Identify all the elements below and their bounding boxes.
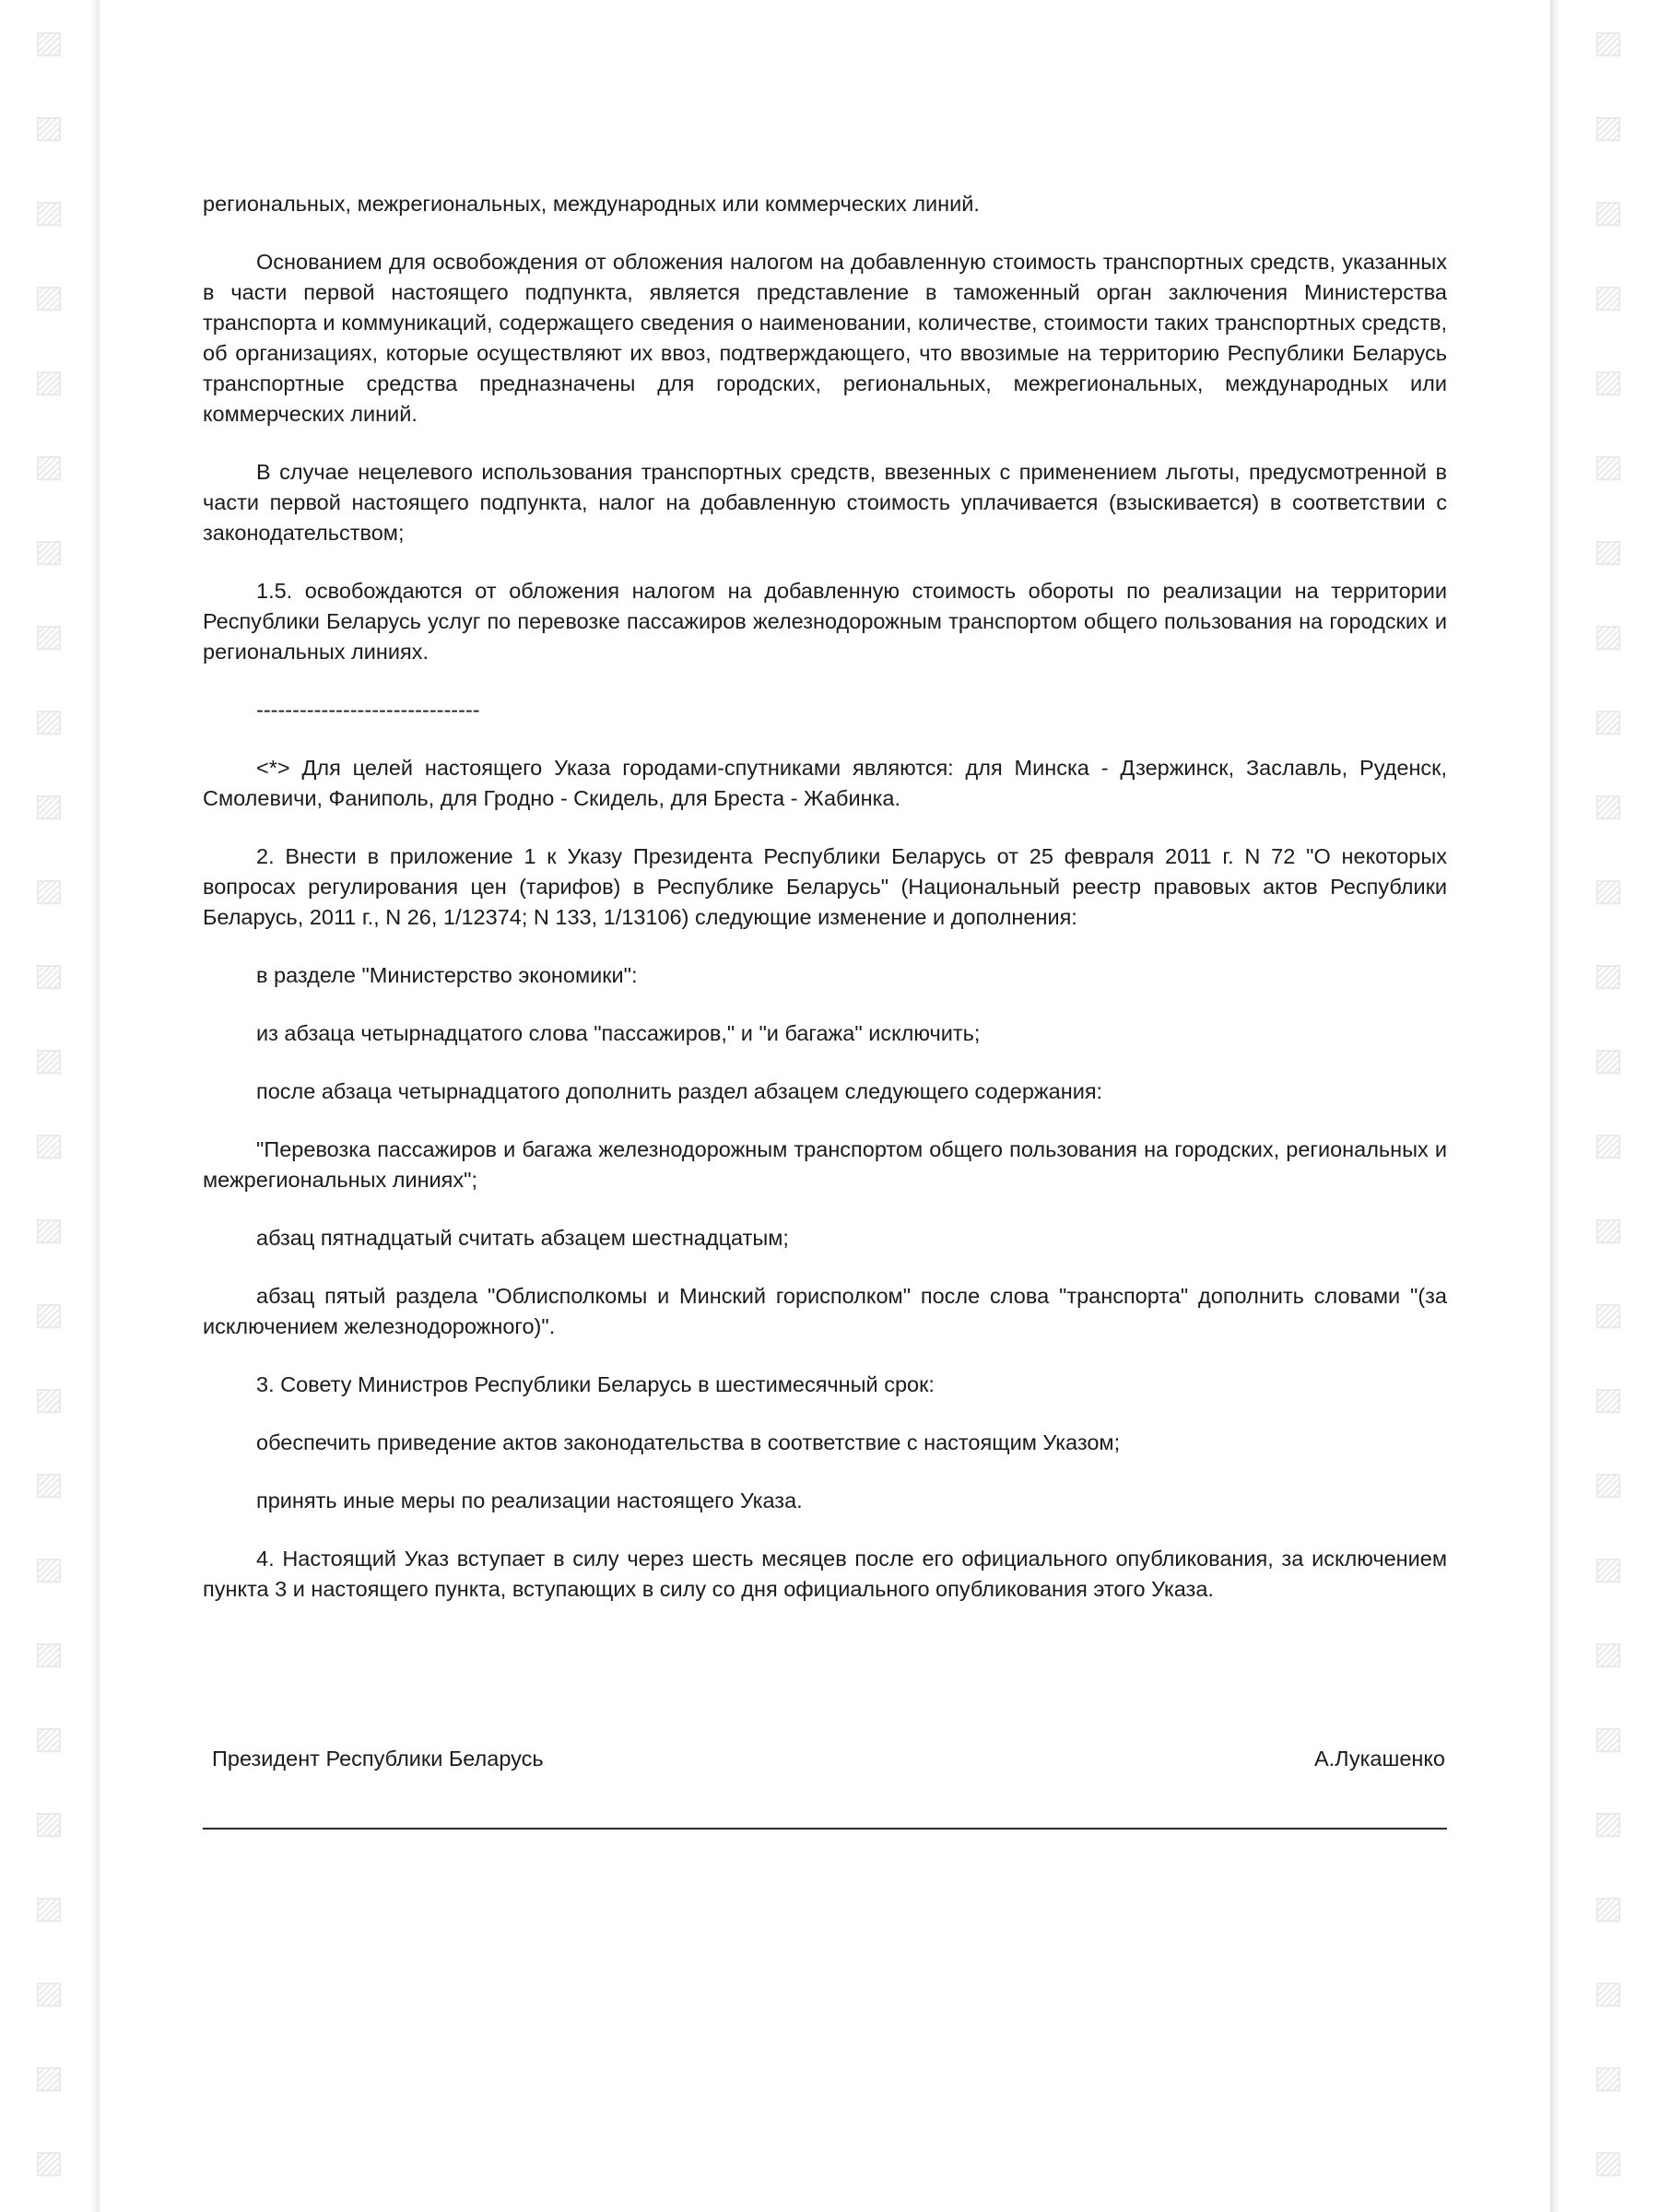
watermark-glyph: ▨ (33, 1551, 66, 1586)
signature-block (203, 1747, 1447, 1771)
watermark-glyph: ▨ (1593, 1127, 1626, 1162)
watermark-glyph: ▨ (33, 958, 66, 993)
watermark-glyph: ▨ (33, 873, 66, 908)
watermark-glyph: ▨ (33, 2060, 66, 2095)
paragraph-renumber: абзац пятнадцатый считать абзацем шестнадцатым; (256, 1226, 789, 1250)
watermark-glyph: ▨ (1593, 364, 1626, 399)
watermark-glyph: ▨ (33, 1042, 66, 1077)
watermark-glyph: ▨ (33, 279, 66, 314)
watermark-glyph: ▨ (1593, 1466, 1626, 1501)
watermark-glyph: ▨ (1593, 1636, 1626, 1671)
watermark-glyph: ▨ (33, 1806, 66, 1841)
paragraph-add-paragraph: после абзаца четырнадцатого дополнить раздел абзацем следующего содержания: (256, 1079, 1103, 1103)
watermark-glyph: ▨ (1593, 1382, 1626, 1417)
watermark-glyph: ▨ (33, 534, 66, 569)
paragraph-vat-exemption-basis: Основанием для освобождения от обложения налогом на добавленную стоимость транспортных средств, указанных в части первой настоящего подпункта, является представление в таможенный орган заключения Министерства транспорта и коммуникаций, содержащего сведения о наименовании, количестве, стоимости таких транспортных средств, об организациях, которые осуществляют их ввоз, подтверждающего, что ввозимые на территорию Республики Беларусь транспортные средства предназначены для городских, региональных, межрегиональных, международных или коммерческих линий. (203, 250, 1447, 426)
watermark-glyph: ▨ (1593, 618, 1626, 653)
watermark-glyph: ▨ (33, 1975, 66, 2010)
watermark-glyph: ▨ (1593, 2145, 1626, 2180)
watermark-glyph: ▨ (1593, 534, 1626, 569)
watermark-glyph: ▨ (33, 25, 66, 60)
dashed-divider: ------------------------------- (256, 698, 480, 722)
watermark-glyph: ▨ (1593, 25, 1626, 60)
watermark-glyph: ▨ (1593, 110, 1626, 145)
signatory-title: Президент Республики Беларусь (212, 1747, 544, 1771)
page-edge-shadow-left (90, 0, 100, 2212)
watermark-glyph: ▨ (33, 194, 66, 229)
watermark-glyph: ▨ (33, 1382, 66, 1417)
watermark-glyph: ▨ (33, 1466, 66, 1501)
watermark-glyph: ▨ (1593, 1042, 1626, 1077)
paragraph-item-2: 2. Внести в приложение 1 к Указу Президента Республики Беларусь от 25 февраля 2011 г. N 72 "О некоторых вопросах регулирования цен (тарифов) в Республике Беларусь" (Национальный реестр правовых актов Республики Беларусь, 2011 г., N 26, 1/12374; N 133, 1/13106) следующие изменение и дополнения: (203, 844, 1447, 929)
watermark-glyph: ▨ (1593, 703, 1626, 738)
watermark-glyph: ▨ (1593, 873, 1626, 908)
paragraph-continuation: региональных, межрегиональных, международных или коммерческих линий. (203, 192, 980, 216)
paragraph-bring-into-line: обеспечить приведение актов законодательства в соответствие с настоящим Указом; (256, 1430, 1121, 1454)
paragraph-item-3: 3. Совету Министров Республики Беларусь в шестимесячный срок: (256, 1372, 935, 1396)
paragraph-exclude-words: из абзаца четырнадцатого слова "пассажиров," и "и багажа" исключить; (256, 1021, 981, 1045)
watermark-glyph: ▨ (1593, 279, 1626, 314)
watermark-glyph: ▨ (33, 788, 66, 823)
watermark-glyph: ▨ (33, 618, 66, 653)
paragraph-item-1-5: 1.5. освобождаются от обложения налогом на добавленную стоимость обороты по реализации на территории Республики Беларусь услуг по перевозке пассажиров железнодорожным транспортом общего пользования на городских и региональных линиях. (203, 579, 1447, 664)
paragraph-item-4: 4. Настоящий Указ вступает в силу через шесть месяцев после его официального опубликования, за исключением пункта 3 и настоящего пункта, вступающих в силу со дня официального опубликования этого Указа. (203, 1547, 1447, 1601)
paragraph-misuse: В случае нецелевого использования транспортных средств, ввезенных с применением льготы, предусмотренной в части первой настоящего подпункта, налог на добавленную стоимость уплачивается (взыскивается) в соответствии с законодательством; (203, 460, 1447, 545)
page-edge-shadow-right (1550, 0, 1559, 2212)
document-sheet (100, 0, 1559, 2212)
footer-divider-rule (203, 1828, 1447, 1830)
watermark-glyph: ▨ (33, 1127, 66, 1162)
watermark-glyph: ▨ (1593, 194, 1626, 229)
watermark-glyph: ▨ (1593, 1806, 1626, 1841)
paragraph-quoted-transport: "Перевозка пассажиров и багажа железнодорожным транспортом общего пользования на городских, региональных и межрегиональных линиях"; (203, 1137, 1447, 1192)
watermark-glyph: ▨ (1593, 2060, 1626, 2095)
watermark-glyph: ▨ (33, 703, 66, 738)
paragraph-footnote-satellite-cities: <*> Для целей настоящего Указа городами-спутниками являются: для Минска - Дзержинск, Заславль, Руденск, Смолевичи, Фаниполь, для Гродно - Скидель, для Бреста - Жабинка. (203, 756, 1447, 810)
watermark-glyph: ▨ (33, 2145, 66, 2180)
watermark-glyph: ▨ (1593, 1890, 1626, 1925)
signatory-name: А.Лукашенко (1313, 1747, 1445, 1771)
paragraph-section-ministry-economy: в разделе "Министерство экономики": (256, 963, 638, 987)
watermark-glyph: ▨ (33, 449, 66, 484)
document-body (203, 189, 1447, 1632)
watermark-glyph: ▨ (33, 1212, 66, 1247)
watermark-glyph: ▨ (33, 110, 66, 145)
paragraph-other-measures: принять иные меры по реализации настоящего Указа. (256, 1488, 803, 1512)
watermark-glyph: ▨ (33, 1890, 66, 1925)
watermark-glyph: ▨ (1593, 1975, 1626, 2010)
paragraph-oblispolkomy: абзац пятый раздела "Облисполкомы и Минский горисполком" после слова "транспорта" дополнить словами "(за исключением железнодорожного)". (203, 1284, 1447, 1338)
watermark-glyph: ▨ (1593, 1297, 1626, 1332)
watermark-glyph: ▨ (1593, 449, 1626, 484)
watermark-glyph: ▨ (1593, 958, 1626, 993)
watermark-glyph: ▨ (33, 1721, 66, 1756)
watermark-glyph: ▨ (33, 364, 66, 399)
watermark-glyph: ▨ (33, 1636, 66, 1671)
watermark-glyph: ▨ (1593, 1212, 1626, 1247)
watermark-glyph: ▨ (1593, 1721, 1626, 1756)
watermark-glyph: ▨ (33, 1297, 66, 1332)
watermark-glyph: ▨ (1593, 788, 1626, 823)
watermark-glyph: ▨ (1593, 1551, 1626, 1586)
watermark-strip-right (1559, 0, 1659, 2212)
watermark-strip-left (0, 0, 100, 2212)
